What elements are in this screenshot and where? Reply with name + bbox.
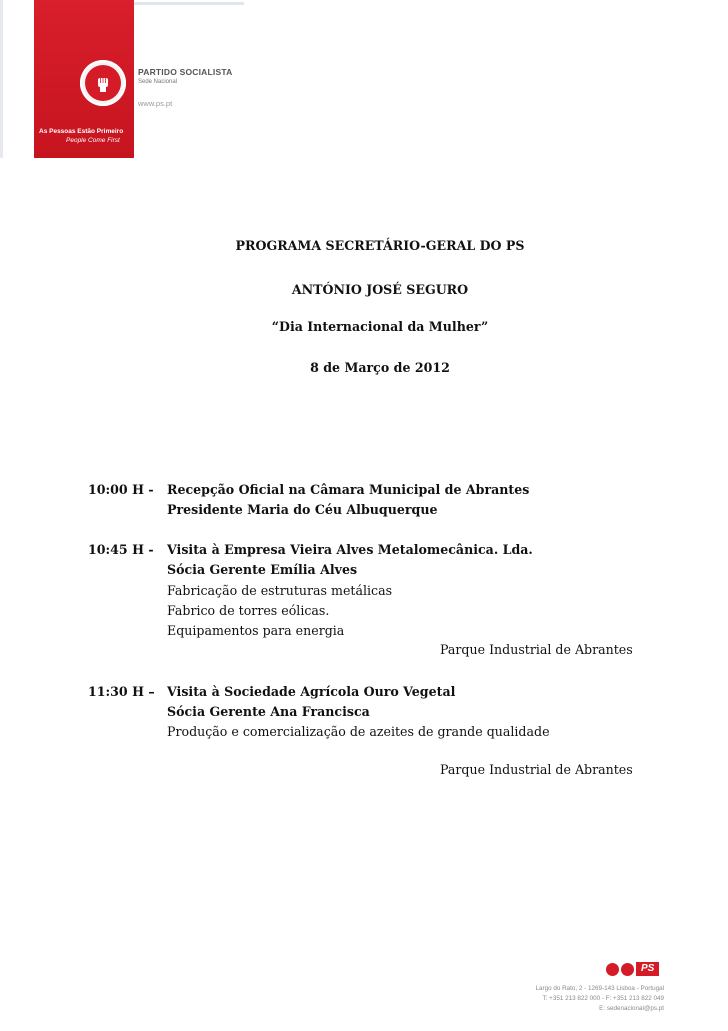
item-location: Parque Industrial de Abrantes [440,762,633,777]
footer-phone: T: +351 213 822 000 - F: +351 213 822 049 [542,995,664,1002]
item-title: Visita à Empresa Vieira Alves Metalomecânica. Lda. [167,542,533,557]
footer-email: E: sedenacional@ps.pt [599,1005,664,1012]
item-title: Visita à Sociedade Agrícola Ouro Vegetal [167,684,456,699]
page-edge-line [0,0,3,158]
event-name: “Dia Internacional da Mulher” [271,319,489,334]
item-host: Presidente Maria do Céu Albuquerque [167,502,438,517]
ps-logo-text: PS [636,962,659,976]
emblem-dot-icon [606,963,619,976]
programme-item-1 [88,480,154,499]
brand-top-line [134,2,244,5]
secretary-general-name: ANTÓNIO JOSÉ SEGURO [291,282,469,297]
party-url: www.ps.pt [138,99,173,108]
item-time: 10:00 H - [88,482,154,497]
party-name: PARTIDO SOCIALISTA [138,67,233,77]
item-time: 11:30 H – [88,684,155,699]
party-emblem-icon [80,60,126,106]
party-subtitle: Sede Nacional [138,79,178,85]
fist-rose-icon [85,65,121,101]
item-time: 10:45 H - [88,542,154,557]
rose-dot-icon [621,963,634,976]
tagline-pt: As Pessoas Estão Primeiro [39,128,124,135]
item-detail: Produção e comercialização de azeites de grande qualidade [167,724,550,739]
event-date: 8 de Março de 2012 [310,360,450,375]
item-detail: Fabrico de torres eólicas. [167,603,330,618]
item-host: Sócia Gerente Ana Francisca [167,704,370,719]
item-location: Parque Industrial de Abrantes [440,642,633,657]
item-host: Sócia Gerente Emília Alves [167,562,358,577]
programme-item-3 [88,682,155,701]
fist-icon [92,72,114,94]
footer-logo [606,962,664,976]
programme-item-2 [88,540,154,559]
footer-address: Largo do Rato, 2 - 1269-143 Lisboa - Portugal [535,985,664,992]
item-detail: Equipamentos para energia [167,623,345,638]
document-title: PROGRAMA SECRETÁRIO-GERAL DO PS [235,238,525,253]
item-detail: Fabricação de estruturas metálicas [167,583,393,598]
item-title: Recepção Oficial na Câmara Municipal de Abrantes [167,482,530,497]
tagline-en: People Come First [66,137,120,144]
